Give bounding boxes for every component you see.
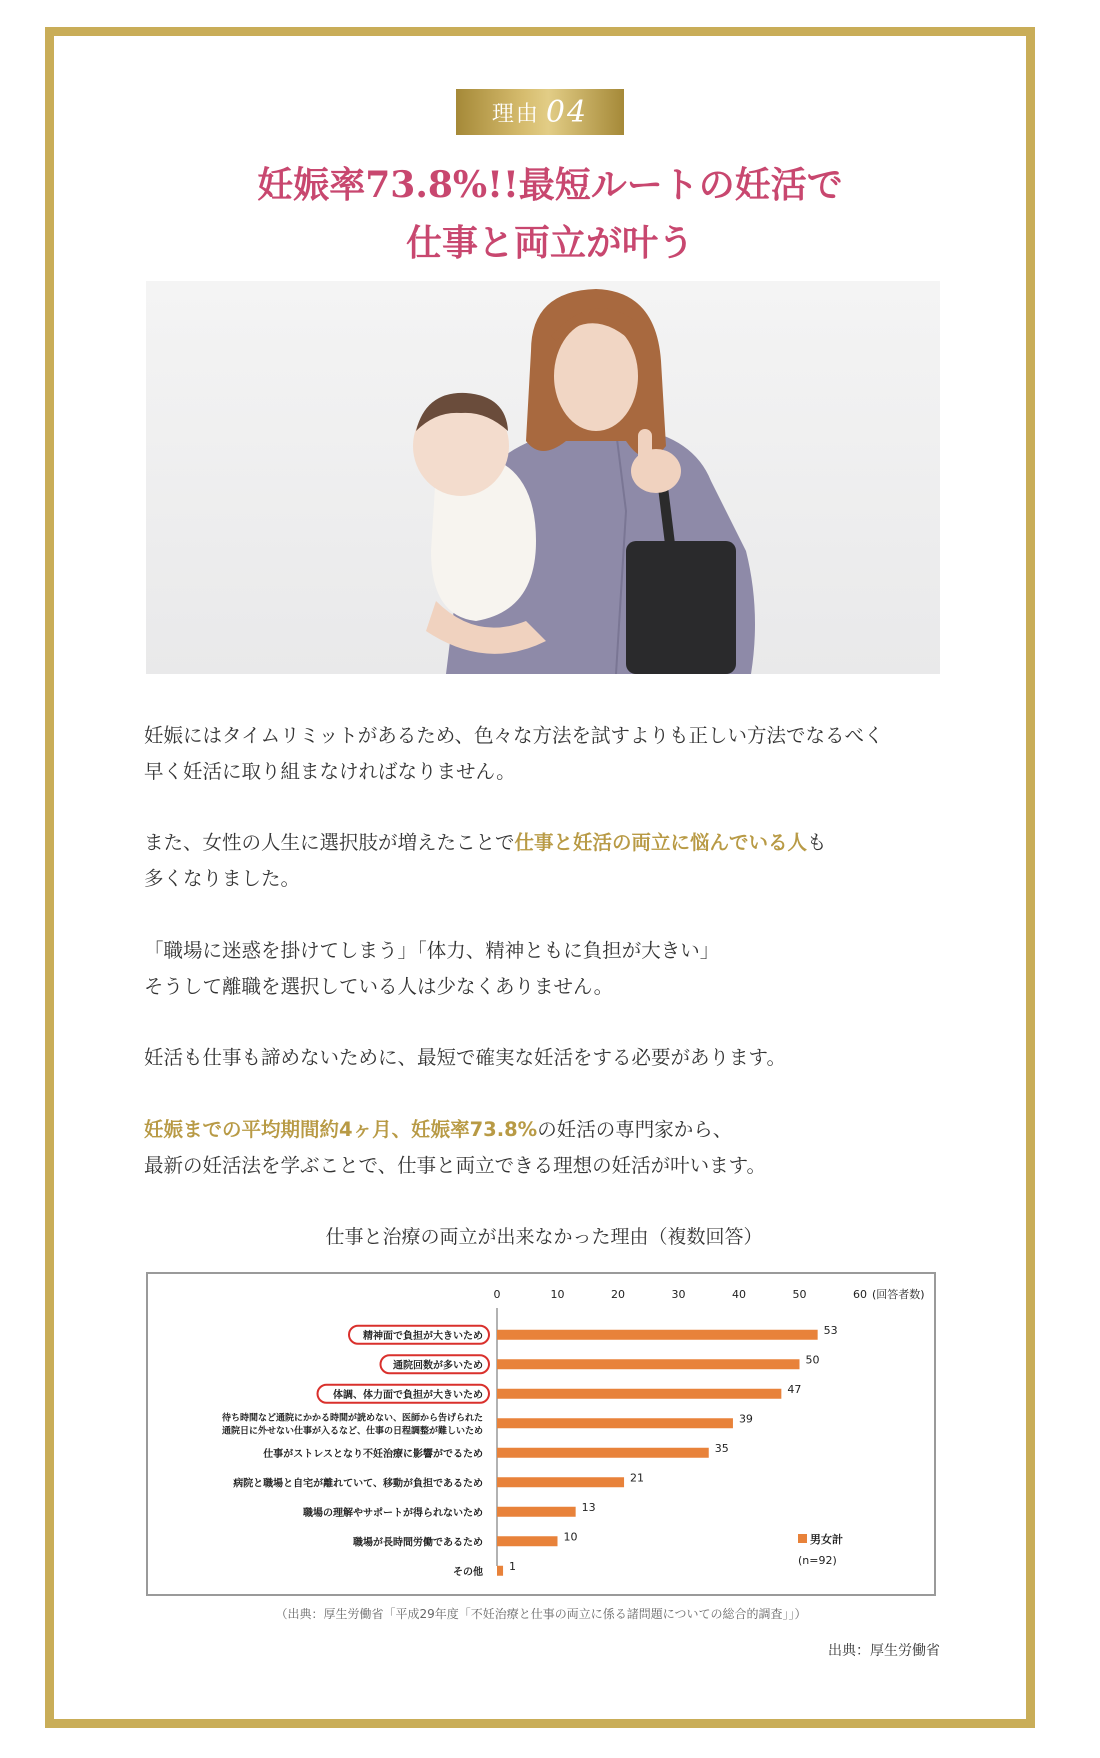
paragraph-1-line2: 早く妊活に取り組まなければなりません。 [144, 760, 516, 783]
x-tick-label: 40 [732, 1288, 746, 1301]
paragraph-5-line2: 最新の妊活法を学ぶことで、仕事と両立できる理想の妊活が叶います。 [144, 1154, 767, 1177]
reason-badge-label: 理由 [491, 101, 540, 127]
paragraph-3-line2: そうして離職を選択している人は少なくありません。 [144, 975, 614, 998]
bar [497, 1507, 576, 1517]
paragraph-3 [144, 933, 964, 1005]
category-label: 待ち時間など通院にかかる時間が読めない、医師から告げられた [221, 1413, 483, 1424]
paragraph-1 [144, 718, 964, 790]
headline-line2: 仕事と両立が叶う [405, 222, 694, 264]
bar-value-label: 1 [509, 1559, 517, 1573]
paragraph-2-pre: また、女性の人生に選択肢が増えたことで [144, 831, 515, 854]
category-label: 病院と職場と自宅が離れていて、移動が負担であるため [233, 1478, 483, 1490]
x-tick-label: 60 [853, 1288, 867, 1301]
paragraph-5-line1 [144, 1112, 964, 1148]
bar-value-label: 21 [630, 1471, 645, 1485]
chart-source-note: （出典：厚生労働省「平成29年度「不妊治療と仕事の両立に係る諸問題についての総合的調査」」） [275, 1607, 807, 1621]
bar-value-label: 10 [563, 1530, 578, 1544]
reason-badge-number: 04 [545, 94, 589, 130]
paragraph-4 [144, 1040, 964, 1076]
bar [497, 1418, 733, 1428]
bar-value-label: 39 [738, 1412, 753, 1426]
legend-note: (n=92) [798, 1554, 837, 1567]
bar-value-label: 53 [823, 1323, 838, 1337]
headline [120, 156, 980, 272]
x-tick-label: 10 [550, 1288, 565, 1301]
photo-illustration [146, 281, 940, 674]
category-label: 職場の理解やサポートが得られないため [303, 1507, 483, 1519]
x-tick-label: 0 [493, 1288, 501, 1301]
paragraph-2-post: も [807, 831, 827, 854]
chart-title: 仕事と治療の両立が出来なかった理由（複数回答） [325, 1226, 763, 1248]
bar [497, 1448, 709, 1458]
bar-chart [148, 1274, 934, 1594]
category-label: 精神面で負担が大きいため [363, 1330, 483, 1342]
category-label: 体調、体力面で負担が大きいため [333, 1389, 483, 1401]
bar-value-label: 47 [787, 1382, 802, 1396]
category-label: 通院日に外せない仕事が入るなど、仕事の日程調整が難しいため [221, 1426, 483, 1437]
paragraph-1-line1: 妊娠にはタイムリミットがあるため、色々な方法を試すよりも正しい方法でなるべく [144, 724, 884, 747]
paragraph-2-highlight: 仕事と妊活の両立に悩んでいる人 [514, 831, 808, 854]
reason-badge [456, 89, 624, 135]
category-label: その他 [453, 1566, 483, 1578]
paragraph-4-line1: 妊活も仕事も諦めないために、最短で確実な妊活をする必要があります。 [144, 1046, 786, 1069]
bar [497, 1566, 503, 1576]
paragraph-5-post: の妊活の専門家から、 [537, 1118, 733, 1141]
bar [497, 1359, 800, 1369]
paragraph-2-line1 [144, 825, 964, 861]
chart-box [146, 1272, 936, 1596]
bar [497, 1536, 558, 1546]
x-tick-label: 30 [671, 1288, 686, 1301]
paragraph-5-highlight: 妊娠までの平均期間約4ヶ月、妊娠率73.8% [144, 1118, 538, 1141]
category-label: 職場が長時間労働であるため [353, 1537, 483, 1549]
x-tick-label: 50 [792, 1288, 807, 1301]
legend-swatch [798, 1534, 807, 1543]
paragraph-3-line1: 「職場に迷惑を掛けてしまう」「体力、精神ともに負担が大きい」 [144, 939, 720, 962]
source-credit: 出典：厚生労働省 [828, 1643, 940, 1659]
bar-value-label: 50 [805, 1353, 820, 1367]
bar [497, 1477, 624, 1487]
bar-value-label: 13 [581, 1500, 596, 1514]
legend-label: 男女計 [810, 1533, 843, 1546]
x-tick-label: 20 [611, 1288, 625, 1301]
category-label: 通院回数が多いため [393, 1360, 483, 1372]
paragraph-2-line2: 多くなりました。 [144, 867, 301, 890]
mother-baby-photo [146, 281, 940, 674]
headline-line1: 妊娠率73.8%!!最短ルートの妊活で [257, 164, 843, 206]
unit-label: (回答者数) [872, 1288, 925, 1301]
paragraph-5 [144, 1112, 964, 1184]
category-label: 仕事がストレスとなり不妊治療に影響がでるため [263, 1448, 483, 1460]
bar-value-label: 35 [714, 1441, 729, 1455]
bar [497, 1389, 781, 1399]
paragraph-2 [144, 825, 964, 897]
bar [497, 1330, 818, 1340]
